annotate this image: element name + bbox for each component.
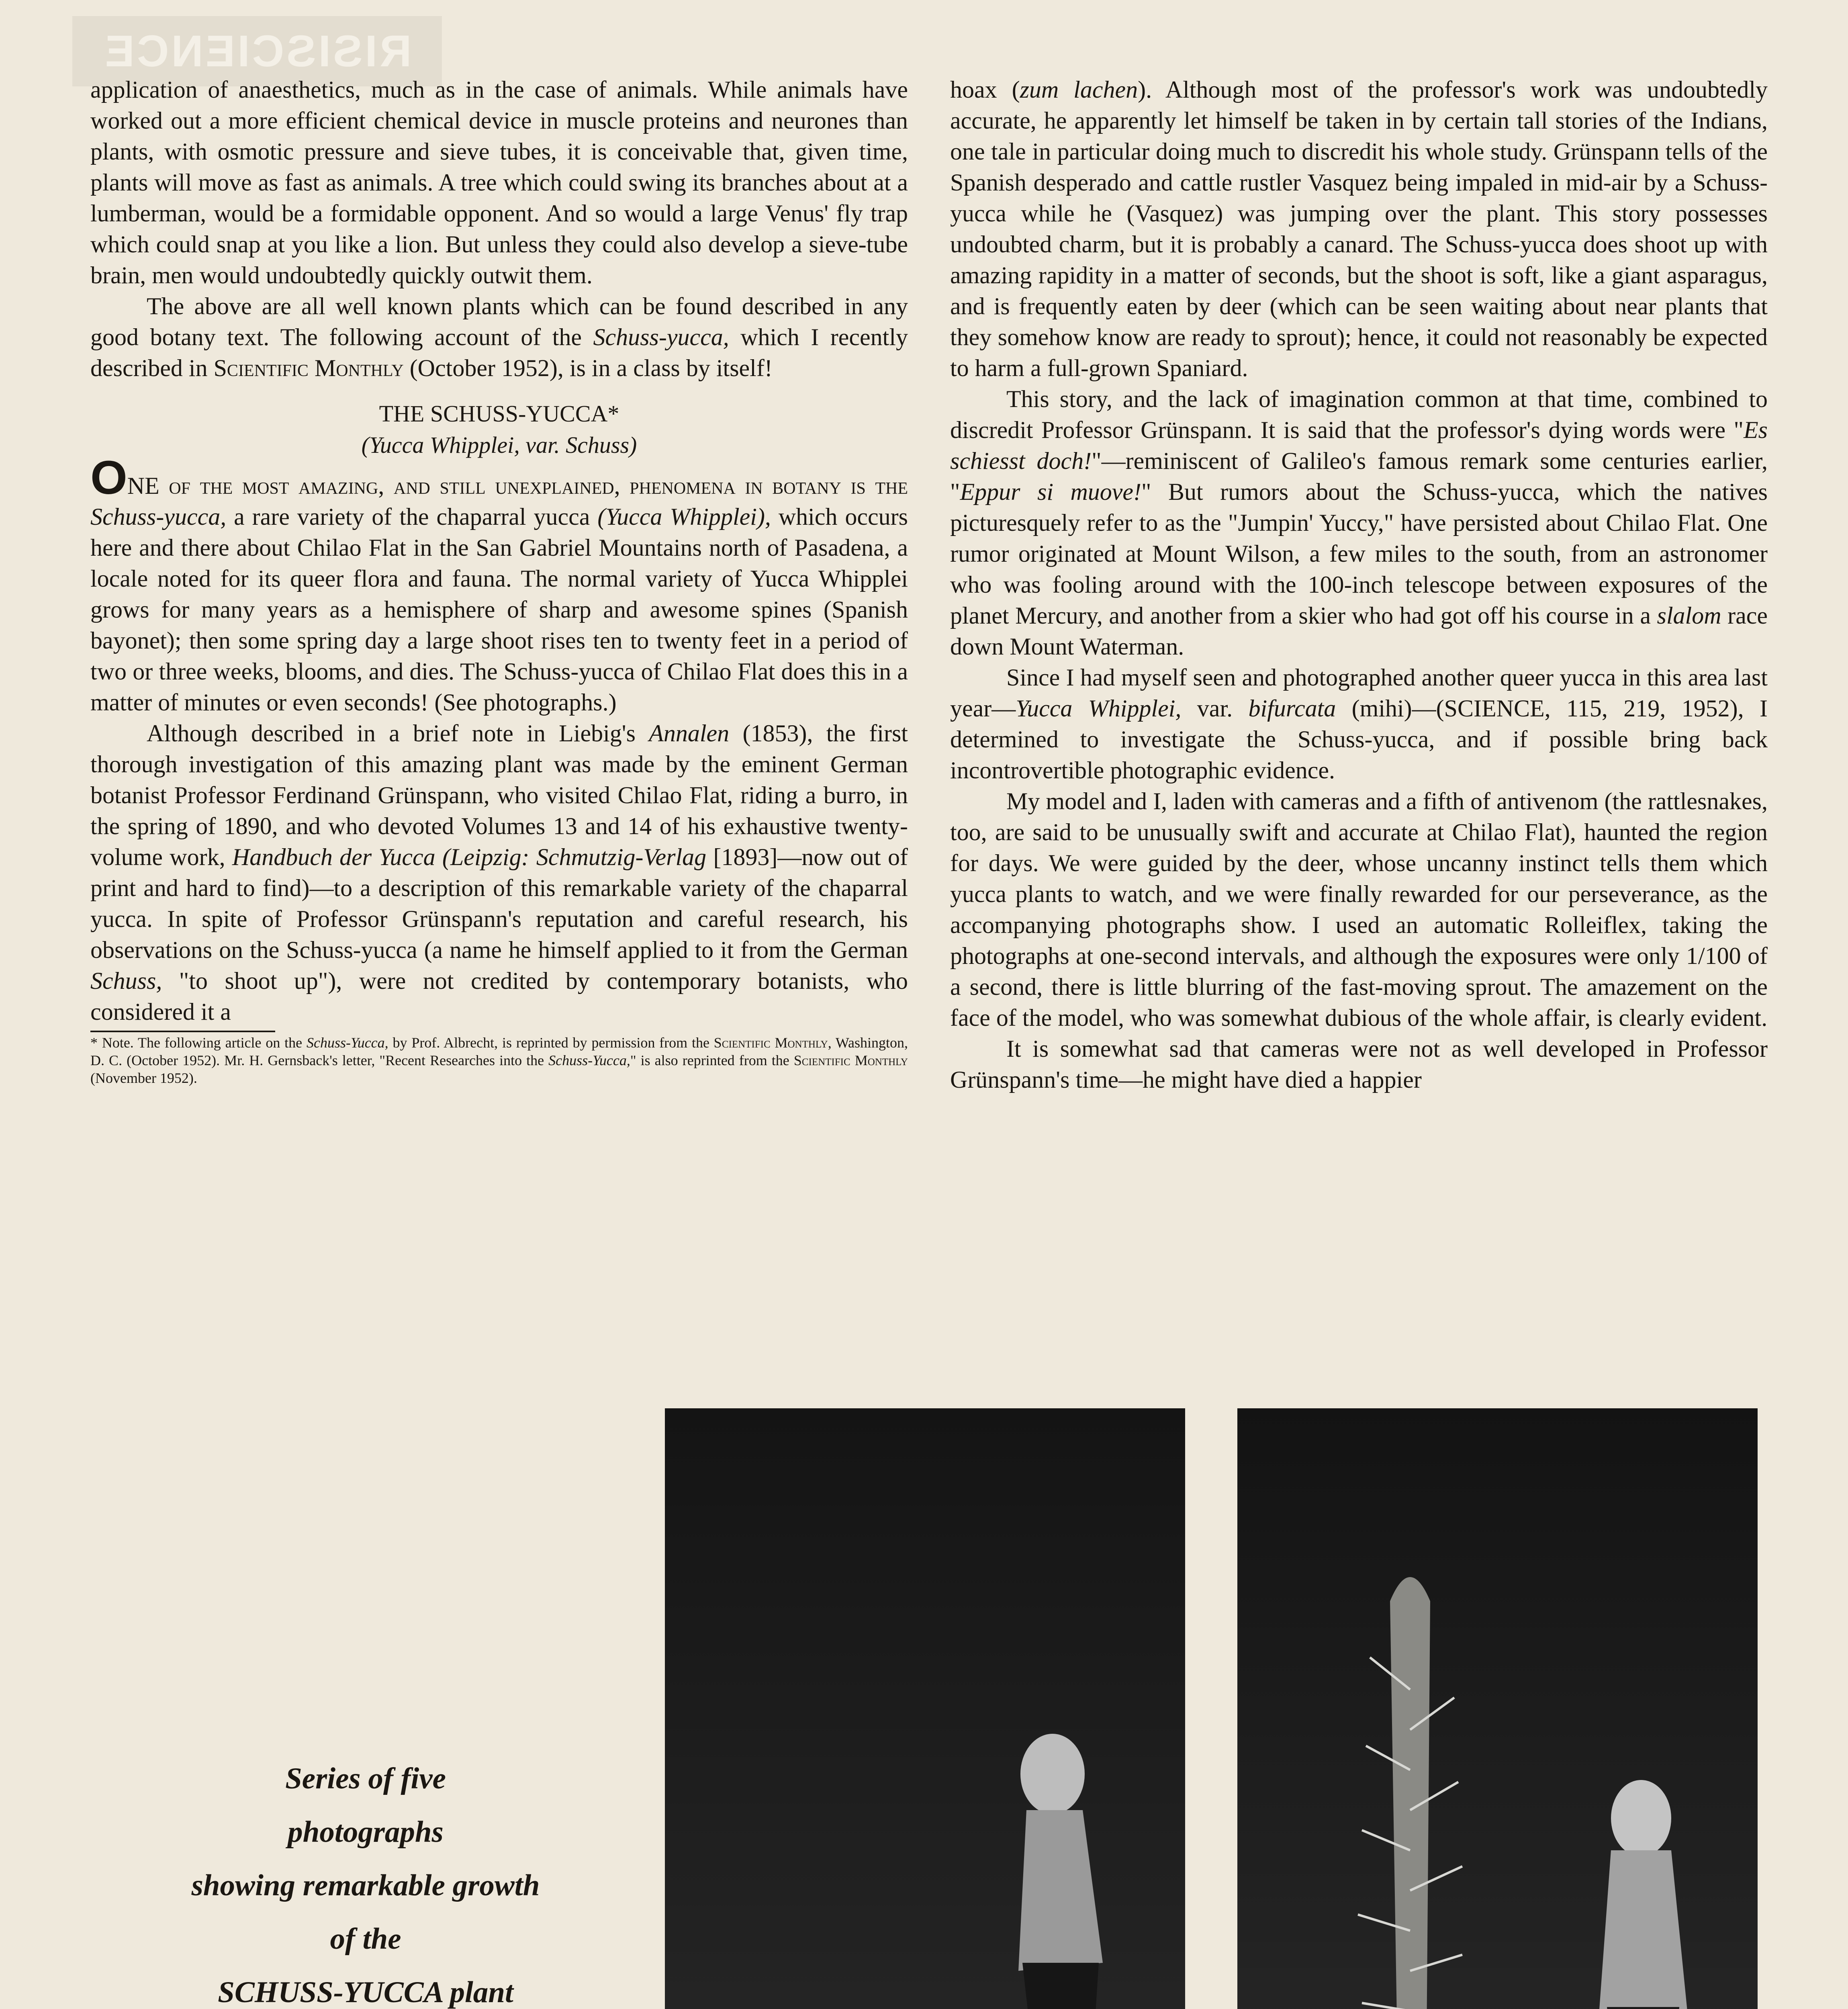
section-subtitle: (Yucca Whipplei, var. Schuss) — [361, 432, 637, 458]
drop-cap: O — [90, 451, 127, 504]
footnote-rule — [90, 1031, 275, 1032]
right-column — [950, 74, 1768, 1095]
paragraph: hoax (zum lachen). Although most of the professor's work was undoubtedly accurate, he apparently let himself be taken in by certain tall stories of the Indians, one tale in particular doing much to discredit his whole study. Grünspann tells of the Spanish desperado and cattle rustler Vasquez being impaled in mid-air by a Schuss-yucca while he (Vasquez) was jumping over the plant. This story possesses undoubted charm, but it is probably a canard. The Schuss-yucca does shoot up with amazing rapidity in a matter of seconds, but the shoot is soft, like a giant asparagus, and is frequently eaten by deer (which can be seen waiting about near plants that they somehow know are ready to sprout); hence, it could not reasonably be expected to harm a full-grown Spaniard. — [950, 76, 1768, 381]
paragraph: Since I had myself seen and photographed another queer yucca in this area last year—Yucca Whipplei, var. bifurcata (mihi)—(SCIENCE, 115, 219, 1952), I determined to investigate the Schuss-yucca, and if possible bring back incontrovertible photographic evidence. — [950, 664, 1768, 784]
yucca-photo-two-seconds — [1237, 1408, 1758, 2009]
paragraph: application of anaesthetics, much as in the case of animals. While animals have worked out a more efficient chemical device in muscle proteins and neurones than plants, with osmotic pressure and sieve tubes, it is conceivable that, given time, plants will move as fast as animals. A tree which could swing its branches about at a lumberman, would be a formidable opponent. And so would a large Venus' fly trap which could snap at you like a lion. But unless they could also develop a sieve-tube brain, men would undoubtedly quickly outwit them. — [90, 76, 908, 288]
left-column — [90, 74, 908, 1087]
paragraph: This story, and the lack of imagination common at that time, combined to discredit Professor Grünspann. It is said that the professor's dying words were "Es schiesst doch!"—reminiscent of Galileo's famous remark some centuries earlier, "Eppur si muove!" But rumors about the Schuss-yucca, which the natives picturesquely refer to as the "Jumpin' Yuccy," have persisted about Chilao Flat. One rumor originated at Mount Wilson, a few miles to the south, from an astronomer who was fooling around with the 100-inch telescope between exposures of the planet Mercury, and another from a skier who had got off his course in a slalom race down Mount Waterman. — [950, 386, 1768, 660]
yucca-photo-one-second — [665, 1408, 1185, 2009]
paragraph: The above are all well known plants which can be found described in any good botany text. The following account of the Schuss-yucca, which I recently described in Scientific Monthly (October 1952), is in a class by itself! — [90, 293, 908, 381]
section-title: THE SCHUSS-YUCCA* — [379, 401, 619, 427]
paragraph: Although described in a brief note in Liebig's Annalen (1853), the first thorough investigation of this amazing plant was made by the eminent German botanist Professor Ferdinand Grünspann, who visited Chilao Flat, riding a burro, in the spring of 1890, and who devoted Volumes 13 and 14 of his exhaustive twenty-volume work, Handbuch der Yucca (Leipzig: Schmutzig-Verlag [1893]—now out of print and hard to find)—to a description of this remarkable variety of the chaparral yucca. In spite of Professor Grünspann's reputation and careful research, his observations on the Schuss-yucca (a name he himself applied to it from the German Schuss, "to shoot up"), were not credited by contemporary botanists, who considered it a — [90, 720, 908, 1025]
series-caption: Series of five photographs showing remarkable growth of the SCHUSS-YUCCA plant — [191, 1762, 540, 2009]
paragraph: My model and I, laden with cameras and a fifth of antivenom (the rattlesnakes, too, are said to be unusually swift and accurate at Chilao Flat), haunted the region for days. We were guided by the deer, whose uncanny instinct tells them which yucca plants to watch, and we were finally rewarded for our perseverance, as the accompanying photographs show. I used an automatic Rolleiflex, taking the photographs at one-second intervals, and although the exposures were only 1/100 of a second, there is little blurring of the fast-moving sprout. The amazement on the face of the model, who was somewhat dubious of the whole affair, is clearly evident. — [950, 788, 1768, 1031]
paragraph: ONE of the most amazing, and still unexplained, phenomena in botany is the Schuss-yucca, a rare variety of the chaparral yucca (Yucca Whipplei), which occurs here and there about Chilao Flat in the San Gabriel Mountains north of Pasadena, a locale noted for its queer flora and fauna. The normal variety of Yucca Whipplei grows for many years as a hemisphere of sharp and awesome spines (Spanish bayonet); then some spring day a large shoot rises ten to twenty feet in a period of two or three weeks, blooms, and dies. The Schuss-yucca of Chilao Flat does this in a matter of minutes or even seconds! (See photographs.) — [90, 451, 908, 716]
section-header-ghost: RISISCIENCE — [72, 16, 442, 86]
paragraph: It is somewhat sad that cameras were not as well developed in Professor Grünspann's time—he might have died a happier — [950, 1035, 1768, 1093]
footnote: * Note. The following article on the Schuss-Yucca, by Prof. Albrecht, is reprinted by permission from the Scientific Monthly, Washington, D. C. (October 1952). Mr. H. Gernsback's letter, "Recent Researches into the Schuss-Yucca," is also reprinted from the Scientific Monthly (November 1952). — [90, 1035, 908, 1086]
